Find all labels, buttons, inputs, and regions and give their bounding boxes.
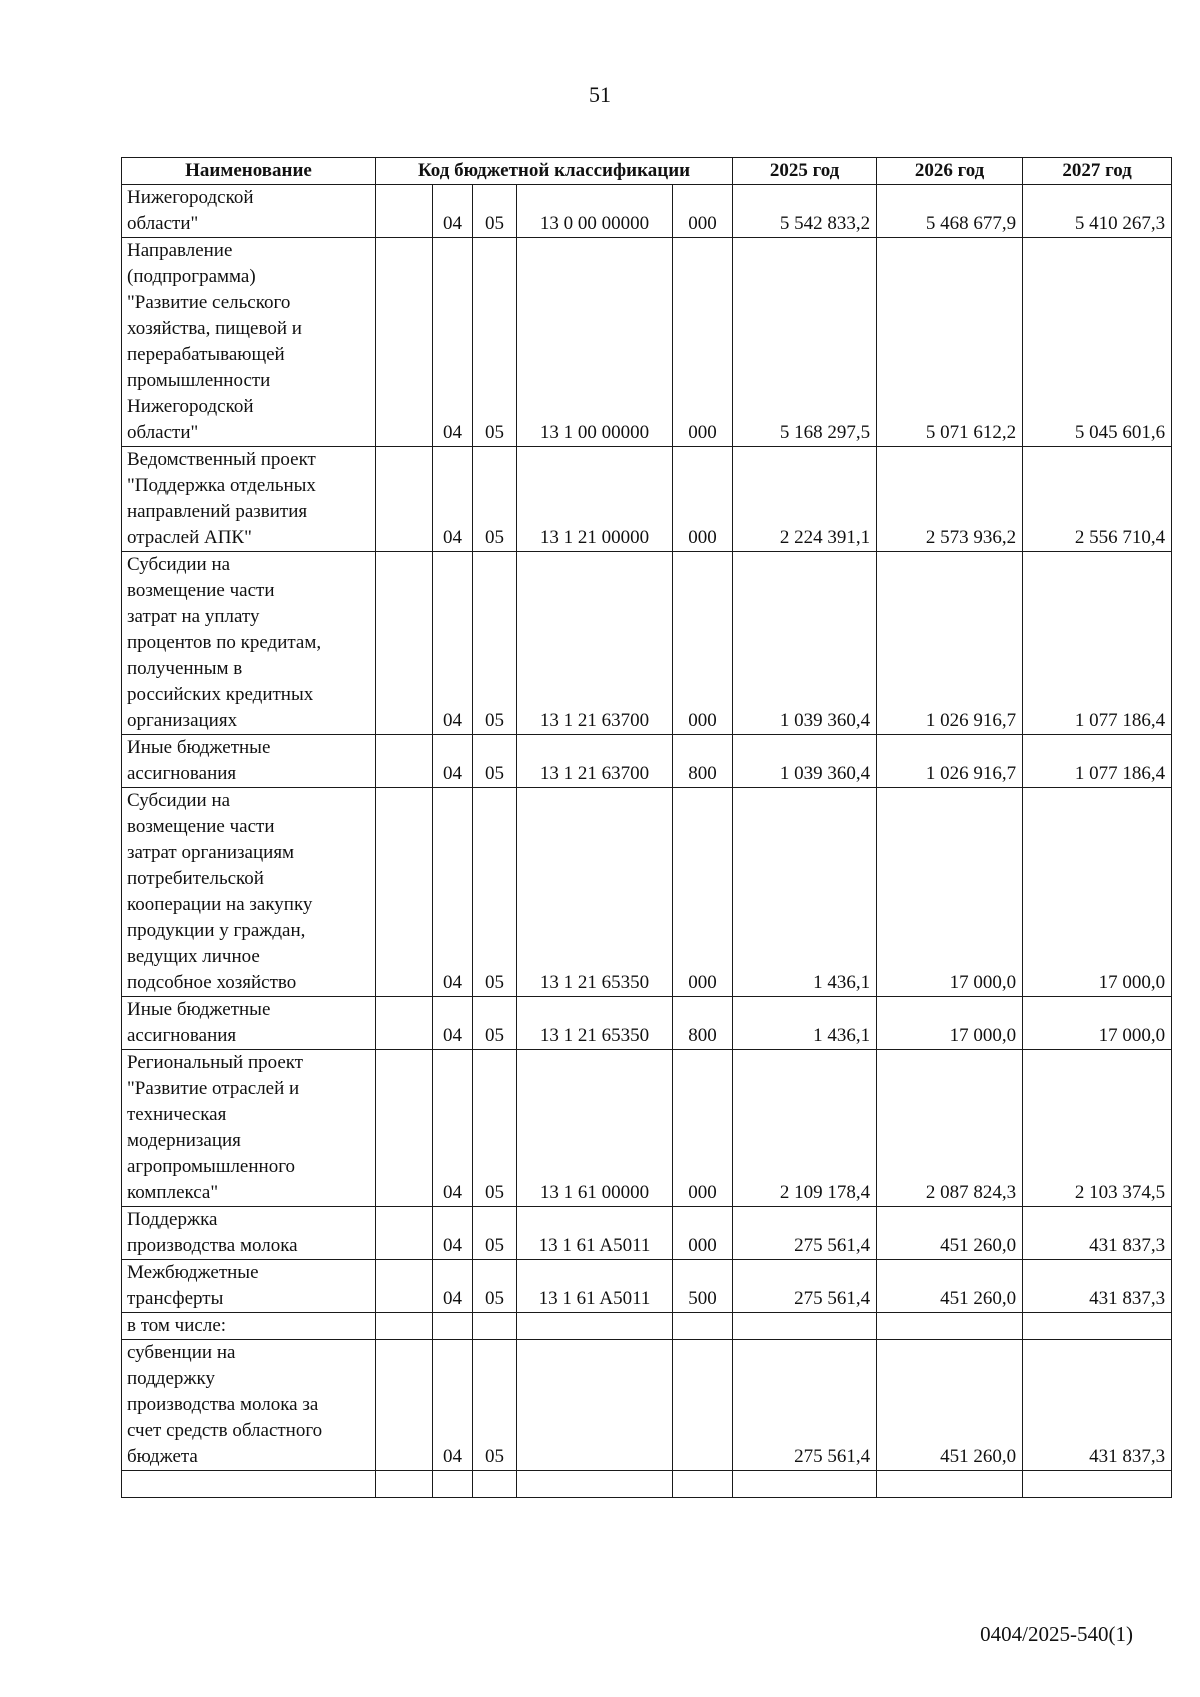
cell-code-target: 13 1 21 00000 (517, 447, 673, 552)
cell-2026: 5 468 677,9 (877, 185, 1023, 238)
cell-code-target: 13 1 21 65350 (517, 997, 673, 1050)
cell-2026: 451 260,0 (877, 1260, 1023, 1313)
table-row (122, 735, 1172, 788)
budget-table (121, 157, 1172, 1498)
cell-2025: 1 436,1 (733, 788, 877, 997)
cell-2026 (877, 1313, 1023, 1340)
cell-code-subsection: 05 (473, 1340, 517, 1471)
table-row (122, 788, 1172, 997)
table-row (122, 238, 1172, 447)
page-number: 51 (589, 82, 611, 107)
cell-code-expense-type: 000 (673, 447, 733, 552)
cell-code-section: 04 (433, 552, 473, 735)
cell-code-target: 13 1 61 00000 (517, 1050, 673, 1207)
cell-code-target (517, 1313, 673, 1340)
cell-code-target (517, 1340, 673, 1471)
cell-2025: 1 436,1 (733, 997, 877, 1050)
cell-code-blank (376, 997, 433, 1050)
table-row (122, 1340, 1172, 1471)
cell-code-subsection (473, 1471, 517, 1498)
cell-code-subsection: 05 (473, 788, 517, 997)
cell-code-blank (376, 185, 433, 238)
cell-2026: 2 573 936,2 (877, 447, 1023, 552)
cell-code-blank (376, 1471, 433, 1498)
cell-code-section: 04 (433, 1050, 473, 1207)
cell-2025: 275 561,4 (733, 1207, 877, 1260)
cell-code-target: 13 1 00 00000 (517, 238, 673, 447)
header-code: Код бюджетной классификации (376, 158, 733, 185)
cell-2027: 431 837,3 (1023, 1340, 1172, 1471)
cell-code-section: 04 (433, 1340, 473, 1471)
header-2026: 2026 год (877, 158, 1023, 185)
cell-code-blank (376, 788, 433, 997)
cell-2026: 17 000,0 (877, 997, 1023, 1050)
cell-code-subsection: 05 (473, 238, 517, 447)
cell-code-section: 04 (433, 1260, 473, 1313)
cell-code-blank (376, 552, 433, 735)
cell-code-expense-type: 000 (673, 552, 733, 735)
cell-2025: 5 168 297,5 (733, 238, 877, 447)
cell-code-blank (376, 1340, 433, 1471)
header-name: Наименование (122, 158, 376, 185)
cell-code-expense-type: 800 (673, 997, 733, 1050)
cell-code-section (433, 1471, 473, 1498)
cell-2026: 17 000,0 (877, 788, 1023, 997)
cell-code-target: 13 1 61 A5011 (517, 1207, 673, 1260)
cell-code-expense-type (673, 1340, 733, 1471)
cell-name: субвенции на поддержку производства молока за счет средств областного бюджета (122, 1340, 376, 1471)
cell-2027: 5 045 601,6 (1023, 238, 1172, 447)
cell-2026: 5 071 612,2 (877, 238, 1023, 447)
cell-2026: 1 026 916,7 (877, 552, 1023, 735)
cell-code-expense-type: 000 (673, 1050, 733, 1207)
cell-code-expense-type (673, 1471, 733, 1498)
cell-2025 (733, 1471, 877, 1498)
cell-2027: 2 103 374,5 (1023, 1050, 1172, 1207)
cell-code-section (433, 1313, 473, 1340)
cell-code-blank (376, 1207, 433, 1260)
cell-2025: 1 039 360,4 (733, 552, 877, 735)
cell-2026: 451 260,0 (877, 1340, 1023, 1471)
cell-2026: 2 087 824,3 (877, 1050, 1023, 1207)
cell-code-expense-type: 500 (673, 1260, 733, 1313)
cell-2027 (1023, 1313, 1172, 1340)
cell-name: Иные бюджетные ассигнования (122, 735, 376, 788)
cell-name: Поддержка производства молока (122, 1207, 376, 1260)
cell-code-subsection (473, 1313, 517, 1340)
document-code: 0404/2025-540(1) (980, 1622, 1133, 1646)
cell-name: Направление (подпрограмма) "Развитие сельского хозяйства, пищевой и перерабатывающей промышленности Нижегородской области" (122, 238, 376, 447)
cell-2025: 5 542 833,2 (733, 185, 877, 238)
cell-code-target: 13 1 61 A5011 (517, 1260, 673, 1313)
header-2027: 2027 год (1023, 158, 1172, 185)
cell-code-blank (376, 1313, 433, 1340)
cell-name: Региональный проект "Развитие отраслей и техническая модернизация агропромышленного комплекса" (122, 1050, 376, 1207)
cell-name (122, 1471, 376, 1498)
cell-code-target: 13 0 00 00000 (517, 185, 673, 238)
cell-2025: 2 224 391,1 (733, 447, 877, 552)
cell-2025: 275 561,4 (733, 1340, 877, 1471)
cell-code-expense-type: 000 (673, 238, 733, 447)
cell-code-blank (376, 1260, 433, 1313)
cell-code-subsection: 05 (473, 552, 517, 735)
cell-2025: 2 109 178,4 (733, 1050, 877, 1207)
cell-code-blank (376, 447, 433, 552)
cell-code-subsection: 05 (473, 185, 517, 238)
cell-code-subsection: 05 (473, 997, 517, 1050)
table-row (122, 447, 1172, 552)
cell-name: Субсидии на возмещение части затрат на уплату процентов по кредитам, полученным в российских кредитных организациях (122, 552, 376, 735)
cell-2027: 431 837,3 (1023, 1260, 1172, 1313)
cell-code-blank (376, 238, 433, 447)
cell-2025 (733, 1313, 877, 1340)
cell-code-expense-type: 000 (673, 788, 733, 997)
cell-code-target: 13 1 21 63700 (517, 552, 673, 735)
cell-code-subsection: 05 (473, 1260, 517, 1313)
table-row (122, 552, 1172, 735)
cell-code-blank (376, 735, 433, 788)
cell-2027 (1023, 1471, 1172, 1498)
cell-code-subsection: 05 (473, 1207, 517, 1260)
cell-code-target (517, 1471, 673, 1498)
cell-code-target: 13 1 21 65350 (517, 788, 673, 997)
cell-name: в том числе: (122, 1313, 376, 1340)
cell-code-subsection: 05 (473, 447, 517, 552)
cell-code-expense-type: 000 (673, 1207, 733, 1260)
cell-2027: 5 410 267,3 (1023, 185, 1172, 238)
cell-2025: 275 561,4 (733, 1260, 877, 1313)
cell-code-section: 04 (433, 788, 473, 997)
cell-code-section: 04 (433, 238, 473, 447)
table-row (122, 1207, 1172, 1260)
cell-code-section: 04 (433, 185, 473, 238)
table-row (122, 1260, 1172, 1313)
cell-code-expense-type: 000 (673, 185, 733, 238)
cell-code-blank (376, 1050, 433, 1207)
cell-2027: 1 077 186,4 (1023, 552, 1172, 735)
cell-2026 (877, 1471, 1023, 1498)
cell-name: Ведомственный проект "Поддержка отдельных направлений развития отраслей АПК" (122, 447, 376, 552)
cell-code-section: 04 (433, 447, 473, 552)
cell-code-expense-type: 800 (673, 735, 733, 788)
cell-2026: 1 026 916,7 (877, 735, 1023, 788)
cell-2027: 17 000,0 (1023, 997, 1172, 1050)
cell-name: Субсидии на возмещение части затрат организациям потребительской кооперации на закупку продукции у граждан, ведущих личное подсобное хозяйство (122, 788, 376, 997)
cell-2027: 431 837,3 (1023, 1207, 1172, 1260)
cell-code-section: 04 (433, 735, 473, 788)
cell-2026: 451 260,0 (877, 1207, 1023, 1260)
table-header-row (122, 158, 1172, 185)
cell-code-section: 04 (433, 997, 473, 1050)
cell-2027: 2 556 710,4 (1023, 447, 1172, 552)
cell-code-subsection: 05 (473, 735, 517, 788)
cell-2027: 1 077 186,4 (1023, 735, 1172, 788)
table-row (122, 997, 1172, 1050)
table-body (122, 185, 1172, 1498)
table-row (122, 1471, 1172, 1498)
cell-name: Межбюджетные трансферты (122, 1260, 376, 1313)
table-row (122, 185, 1172, 238)
table-row (122, 1050, 1172, 1207)
cell-2025: 1 039 360,4 (733, 735, 877, 788)
cell-code-section: 04 (433, 1207, 473, 1260)
table-row (122, 1313, 1172, 1340)
cell-name: Иные бюджетные ассигнования (122, 997, 376, 1050)
cell-code-expense-type (673, 1313, 733, 1340)
cell-code-target: 13 1 21 63700 (517, 735, 673, 788)
header-2025: 2025 год (733, 158, 877, 185)
cell-2027: 17 000,0 (1023, 788, 1172, 997)
cell-code-subsection: 05 (473, 1050, 517, 1207)
cell-name: Нижегородской области" (122, 185, 376, 238)
